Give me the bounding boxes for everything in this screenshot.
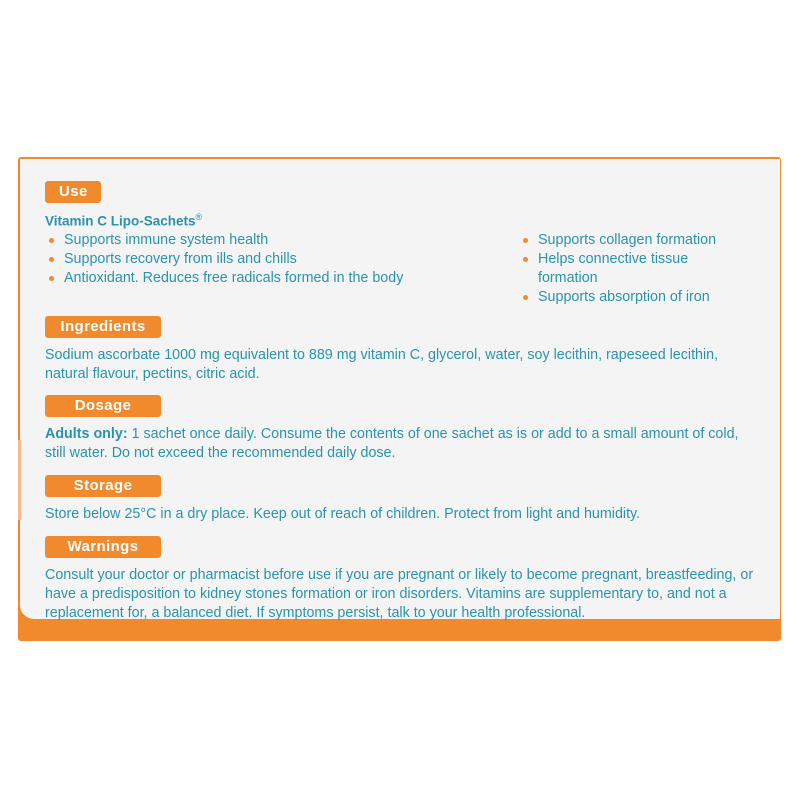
use-heading: Use: [45, 181, 101, 203]
list-item: Antioxidant. Reduces free radicals formed in the body: [45, 269, 403, 288]
use-section: [45, 181, 757, 307]
list-item: Supports recovery from ills and chills: [45, 250, 403, 269]
dosage-lead: Adults only:: [45, 425, 128, 442]
storage-text: Store below 25°C in a dry place. Keep out of reach of children. Protect from light and humidity.: [45, 505, 641, 522]
benefits-columns: [45, 231, 757, 307]
registered-mark: ®: [195, 212, 203, 222]
ingredients-heading: Ingredients: [45, 316, 161, 338]
dosage-text: [45, 425, 757, 463]
storage-section: [45, 475, 757, 524]
ingredients-section: [45, 316, 757, 384]
dosage-heading: Dosage: [45, 395, 161, 417]
list-item: Supports absorption of iron: [519, 288, 739, 307]
benefits-list-left: [45, 231, 403, 307]
product-name-text: Vitamin C Lipo-Sachets: [45, 213, 196, 229]
dosage-body: 1 sachet once daily. Consume the contents of one sachet as is or add to a small amount of cold, still water. Do not exceed the recommended daily dose.: [45, 425, 739, 461]
product-name: [45, 212, 757, 229]
warnings-text: Consult your doctor or pharmacist before use if you are pregnant or likely to become pregnant, breastfeeding, or have a predisposition to kidney stones formation or iron disorders. Vitamins are supplementary to, and not a replacement for, a balanced diet. If symptoms persist, talk to your health professional.: [45, 566, 754, 621]
storage-heading: Storage: [45, 475, 161, 497]
list-item: Supports immune system health: [45, 231, 403, 250]
warnings-section: [45, 536, 757, 623]
list-item: Helps connective tissue formation: [519, 250, 739, 288]
benefits-list-right: [519, 231, 739, 307]
list-item: Supports collagen formation: [519, 231, 739, 250]
card-content: [45, 181, 757, 623]
left-accent-stripe: [18, 440, 21, 520]
dosage-section: [45, 395, 757, 463]
warnings-heading: Warnings: [45, 536, 161, 558]
ingredients-text: Sodium ascorbate 1000 mg equivalent to 889 mg vitamin C, glycerol, water, soy lecithin, rapeseed lecithin, natural flavour, pectins, citric acid.: [45, 346, 719, 382]
